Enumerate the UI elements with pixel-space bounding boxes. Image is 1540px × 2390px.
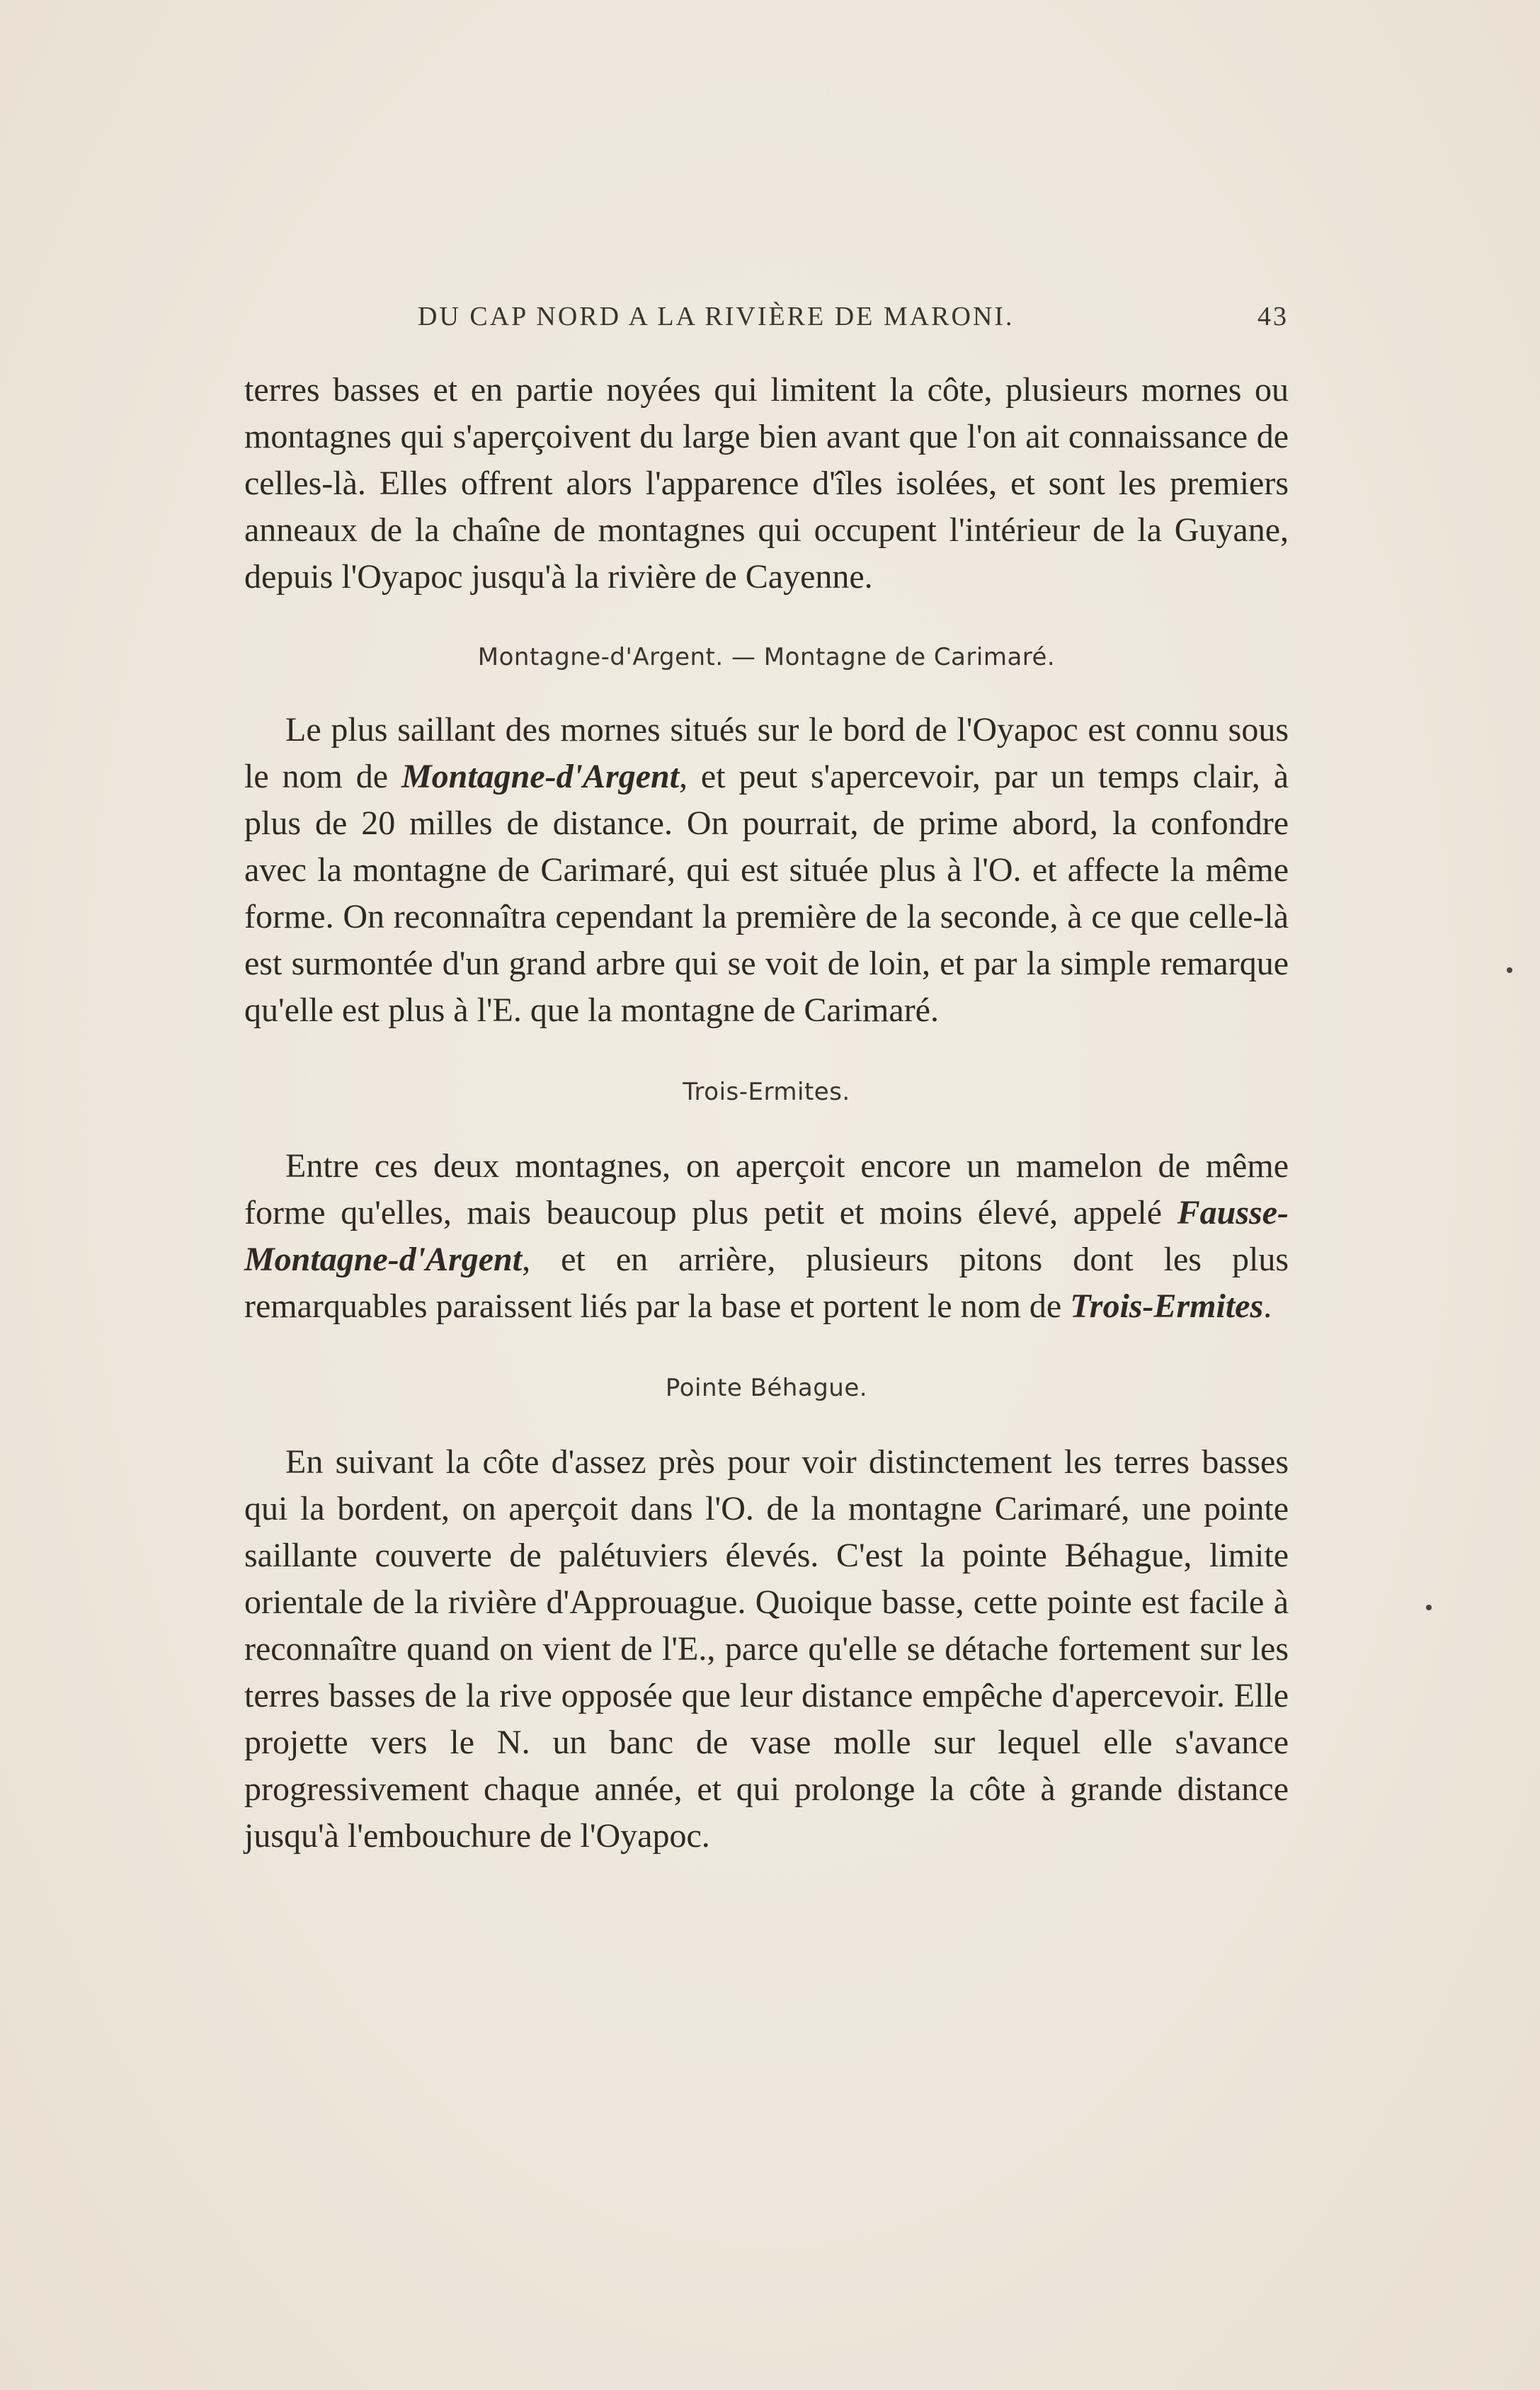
running-head <box>244 301 1289 343</box>
section-heading-montagne-dargent: Montagne-d'Argent. — Montagne de Carimaré. <box>477 643 1056 671</box>
paragraph-trois-ermites <box>244 1143 1289 1330</box>
running-head-title: DU CAP NORD A LA RIVIÈRE DE MARONI. <box>418 302 1015 331</box>
page-number: 43 <box>1257 302 1289 331</box>
paragraph-text: . <box>1263 1287 1272 1325</box>
place-name-italic: Fausse-Montagne-d'Argent <box>244 1194 1289 1278</box>
paragraph-text: , et peut s'apercevoir, par un temps clair, à plus de 20 milles de distance. On pourrait, de prime abord, la confondre avec la montagne de Carimaré, qui est située plus à l'O. et affecte la même forme. On reconnaîtra cependant la première de la seconde, à ce que celle-là est surmontée d'un grand arbre qui se voit de loin, et par la simple remarque qu'elle est plus à l'E. que la montagne de Carimaré. <box>244 758 1289 1029</box>
paragraph-text: Le plus saillant des mornes situés sur le bord de l'Oyapoc est connu sous le nom de <box>244 711 1289 795</box>
paragraph-text: Entre ces deux montagnes, on aperçoit encore un mamelon de même forme qu'elles, mais beaucoup plus petit et moins élevé, appelé <box>244 1147 1289 1231</box>
text-block <box>244 367 1289 1860</box>
section-heading-trois-ermites: Trois-Ermites. <box>683 1078 850 1106</box>
paper-speck <box>1507 967 1512 973</box>
section-heading-pointe-behague: Pointe Béhague. <box>665 1374 868 1402</box>
place-name-italic: Montagne-d'Argent <box>401 758 680 795</box>
place-name-italic: Trois-Ermites <box>1070 1287 1264 1325</box>
paragraph-intro: terres basses et en partie noyées qui limitent la côte, plusieurs mornes ou montagnes qui s'aperçoivent du large bien avant que l'on ait connaissance de celles-là. Elles offrent alors l'apparence d'îles isolées, et sont les premiers anneaux de la chaîne de montagnes qui occupent l'intérieur de la Guyane, depuis l'Oyapoc jusqu'à la rivière de Cayenne. <box>244 371 1289 596</box>
paragraph-text: , et en arrière, plusieurs pitons dont les plus remarquables paraissent liés par la base et portent le nom de <box>244 1241 1289 1325</box>
paper-speck <box>1426 1605 1432 1610</box>
paragraph-montagne-dargent <box>244 707 1289 1034</box>
paragraph-pointe-behague: En suivant la côte d'assez près pour voir distinctement les terres basses qui la bordent, on aperçoit dans l'O. de la montagne Carimaré, une pointe saillante couverte de palétuviers élevés. C'est la pointe Béhague, limite orientale de la rivière d'Approuague. Quoique basse, cette pointe est facile à reconnaître quand on vient de l'E., parce qu'elle se détache fortement sur les terres basses de la rive opposée que leur distance empêche d'apercevoir. Elle projette vers le N. un banc de vase molle sur lequel elle s'avance progressivement chaque année, et qui prolonge la côte à grande distance jusqu'à l'embouchure de l'Oyapoc. <box>244 1443 1289 1855</box>
